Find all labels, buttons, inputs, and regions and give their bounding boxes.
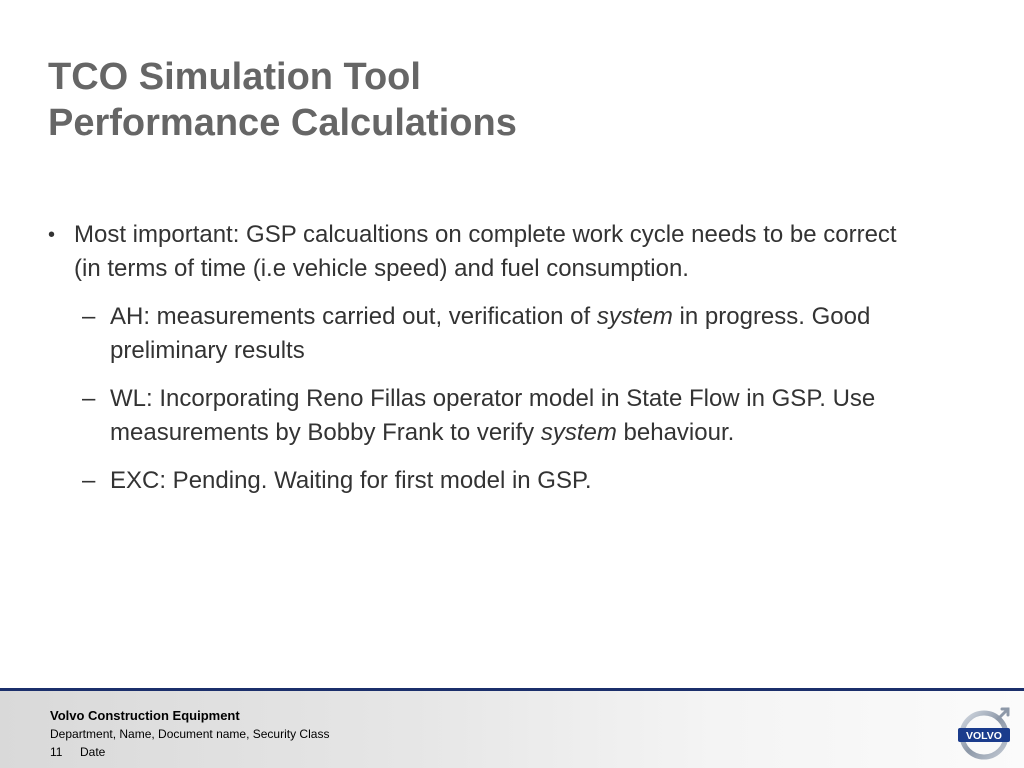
bullet-item xyxy=(48,218,898,286)
footer-info xyxy=(50,707,329,761)
sub-bullet-text-italic: system xyxy=(596,303,673,330)
dash-marker: – xyxy=(82,385,96,412)
footer-details: Department, Name, Document name, Security Class xyxy=(50,727,330,741)
sub-bullet-item xyxy=(48,300,898,368)
slide-title xyxy=(48,54,517,146)
volvo-logo-icon xyxy=(954,706,1014,762)
sub-bullet-text-before: AH: measurements carried out, verification of xyxy=(110,303,597,330)
dash-marker: – xyxy=(82,303,96,330)
dash-marker: – xyxy=(82,467,96,494)
sub-bullet-text-before: WL: Incorporating Reno Fillas operator model in State Flow in GSP. Use measurements by Bobby Frank to verify xyxy=(110,385,876,446)
page-number: 11 xyxy=(50,745,63,759)
sub-bullet-text-after: behaviour. xyxy=(616,419,735,446)
title-line-2: Performance Calculations xyxy=(48,102,517,144)
sub-bullet-text: EXC: Pending. Waiting for first model in GSP. xyxy=(110,467,592,494)
footer-date: Date xyxy=(80,745,106,759)
sub-bullet-text-after: in progress. Good preliminary results xyxy=(110,303,871,364)
sub-bullet-item xyxy=(48,382,898,450)
sub-bullet-item xyxy=(48,464,898,498)
bullet-text: Most important: GSP calcualtions on complete work cycle needs to be correct (in terms of time (i.e vehicle speed) and fuel consumption. xyxy=(74,221,897,282)
slide-body xyxy=(48,218,898,498)
sub-bullet-text-italic: system xyxy=(540,419,617,446)
slide-footer xyxy=(0,691,1024,768)
footer-company: Volvo Construction Equipment xyxy=(50,708,240,723)
title-line-1: TCO Simulation Tool xyxy=(48,56,421,98)
bullet-marker: • xyxy=(48,224,56,246)
footer-page-date xyxy=(50,743,329,761)
logo-text: VOLVO xyxy=(966,730,1002,742)
